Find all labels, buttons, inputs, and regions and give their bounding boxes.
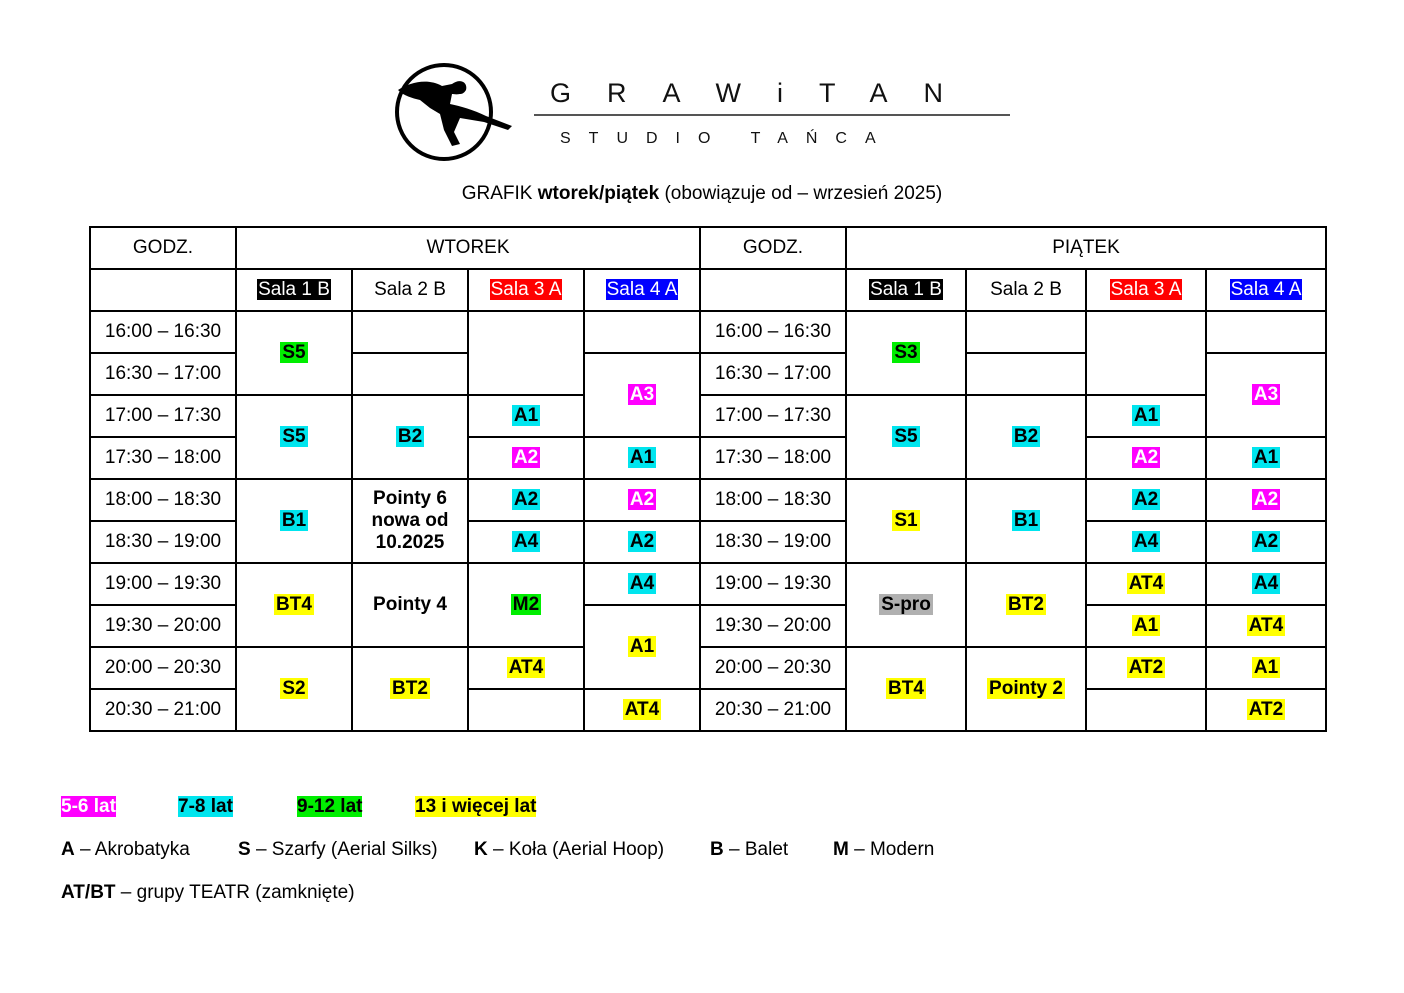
class-tag: S3	[894, 342, 918, 363]
class-line: Pointy 6	[373, 488, 447, 509]
class-tag: BT4	[888, 678, 924, 699]
class-cell	[1086, 395, 1206, 437]
age-label: 5-6 lat	[61, 796, 116, 817]
class-tag: Pointy 2	[989, 678, 1063, 699]
class-cell	[468, 437, 584, 479]
class-cell	[584, 689, 700, 731]
class-tag: S2	[282, 678, 306, 699]
class-cell	[584, 479, 700, 521]
type-key: M	[833, 839, 849, 860]
class-tag: A1	[1133, 615, 1159, 636]
class-tag: A2	[1253, 531, 1279, 552]
time-cell: 18:30 – 19:00	[90, 521, 236, 563]
time-cell: 20:30 – 21:00	[90, 689, 236, 731]
class-cell	[1206, 689, 1326, 731]
class-tag: B2	[1013, 426, 1039, 447]
type-key: B	[710, 839, 724, 860]
room-label: Sala 3 A	[490, 279, 562, 300]
empty-cell	[584, 311, 700, 353]
class-tag: AT4	[624, 699, 660, 720]
type-desc: – Modern	[848, 839, 935, 860]
time-cell: 18:00 – 18:30	[700, 479, 846, 521]
room-label: Sala 3 A	[1110, 279, 1182, 300]
class-tag: A4	[1253, 573, 1279, 594]
age-label: 9-12 lat	[297, 796, 363, 817]
class-cell	[1206, 479, 1326, 521]
class-cell	[468, 395, 584, 437]
empty-cell	[468, 689, 584, 731]
table-header-rooms	[90, 269, 1326, 311]
class-tag: M2	[512, 594, 540, 615]
class-tag: Pointy 4	[373, 594, 447, 615]
type-legend-item	[61, 839, 190, 861]
class-cell	[352, 563, 468, 647]
class-cell	[1086, 647, 1206, 689]
class-cell	[236, 563, 352, 647]
table-row	[90, 395, 1326, 437]
class-tag: B1	[1013, 510, 1039, 531]
class-tag: AT4	[1128, 573, 1164, 594]
class-cell	[1086, 563, 1206, 605]
type-desc: – grupy TEATR (zamknięte)	[115, 882, 355, 903]
logo-divider	[534, 114, 1010, 116]
empty-cell	[468, 311, 584, 395]
class-tag: A3	[1253, 384, 1279, 405]
class-cell	[1206, 647, 1326, 689]
title-prefix: GRAFIK	[461, 183, 533, 204]
title-suffix: (obowiązuje od – wrzesień 2025)	[664, 183, 943, 204]
room-label: Sala 1 B	[258, 279, 330, 300]
class-tag: A2	[1253, 489, 1279, 510]
table-header-days	[90, 227, 1326, 269]
type-desc: – Akrobatyka	[74, 839, 190, 860]
time-cell: 19:00 – 19:30	[700, 563, 846, 605]
class-cell	[846, 395, 966, 479]
class-tag: B2	[397, 426, 423, 447]
age-label: 13 i więcej lat	[415, 796, 537, 817]
class-cell	[966, 647, 1086, 731]
class-tag: A1	[629, 636, 655, 657]
logo-subtitle: STUDIO TAŃCA	[560, 130, 894, 147]
room-header	[352, 269, 468, 311]
logo-name: GRAWiTAN	[550, 78, 979, 108]
type-key: S	[238, 839, 251, 860]
class-cell	[1086, 437, 1206, 479]
class-cell	[236, 395, 352, 479]
class-cell	[1206, 521, 1326, 563]
class-cell	[584, 521, 700, 563]
type-legend-item	[833, 839, 934, 861]
time-cell: 19:30 – 20:00	[700, 605, 846, 647]
type-desc: – Balet	[723, 839, 789, 860]
class-cell	[352, 479, 468, 563]
class-tag: AT2	[1248, 699, 1284, 720]
class-cell	[846, 563, 966, 647]
class-cell	[584, 605, 700, 689]
time-cell: 17:00 – 17:30	[90, 395, 236, 437]
class-tag: A4	[1133, 531, 1159, 552]
class-cell	[468, 647, 584, 689]
class-tag: AT4	[1248, 615, 1284, 636]
empty-cell	[966, 311, 1086, 353]
class-tag: A2	[513, 447, 539, 468]
class-tag: A4	[629, 573, 655, 594]
time-cell: 16:30 – 17:00	[700, 353, 846, 395]
class-tag: BT2	[1008, 594, 1044, 615]
class-cell	[846, 647, 966, 731]
class-tag: A2	[1133, 489, 1159, 510]
time-cell: 19:30 – 20:00	[90, 605, 236, 647]
class-cell	[236, 647, 352, 731]
type-legend-item	[710, 839, 788, 861]
empty-cell	[1206, 311, 1326, 353]
class-tag: A2	[1133, 447, 1159, 468]
age-legend-item	[178, 796, 233, 818]
class-cell	[966, 563, 1086, 647]
class-cell	[468, 563, 584, 647]
class-tag: A1	[1253, 657, 1279, 678]
class-cell	[1086, 521, 1206, 563]
table-row	[90, 647, 1326, 689]
class-cell	[236, 311, 352, 395]
table-row	[90, 479, 1326, 521]
class-tag: A2	[629, 531, 655, 552]
class-tag: S5	[282, 426, 306, 447]
page-title	[0, 183, 1404, 205]
class-tag: BT4	[276, 594, 312, 615]
room-label: Sala 4 A	[606, 279, 678, 300]
room-label: Sala 4 A	[1230, 279, 1302, 300]
class-cell	[468, 479, 584, 521]
class-cell	[1206, 437, 1326, 479]
class-cell	[584, 437, 700, 479]
time-cell: 16:00 – 16:30	[700, 311, 846, 353]
age-legend-item	[61, 796, 116, 818]
title-days: wtorek/piątek	[537, 183, 660, 204]
table-row	[90, 563, 1326, 605]
class-tag: S5	[894, 426, 918, 447]
type-legend-item	[238, 839, 438, 861]
class-tag: A2	[513, 489, 539, 510]
class-line: nowa od	[371, 510, 449, 531]
time-cell: 20:30 – 21:00	[700, 689, 846, 731]
class-tag: AT4	[508, 657, 544, 678]
class-tag: A2	[629, 489, 655, 510]
theatre-legend-item	[61, 882, 355, 904]
empty-cell	[966, 353, 1086, 395]
class-cell	[966, 479, 1086, 563]
type-desc: – Szarfy (Aerial Silks)	[250, 839, 438, 860]
time-cell: 17:30 – 18:00	[90, 437, 236, 479]
time-cell: 17:30 – 18:00	[700, 437, 846, 479]
class-cell	[966, 395, 1086, 479]
class-tag: B1	[281, 510, 307, 531]
room-label: Sala 1 B	[870, 279, 942, 300]
room-header	[1206, 269, 1326, 311]
time-cell: 17:00 – 17:30	[700, 395, 846, 437]
class-cell	[1086, 479, 1206, 521]
empty-cell	[352, 311, 468, 353]
class-cell	[1206, 605, 1326, 647]
time-cell: 18:00 – 18:30	[90, 479, 236, 521]
class-cell	[1206, 563, 1326, 605]
schedule-table	[89, 226, 1327, 732]
class-cell	[236, 479, 352, 563]
class-tag: A1	[1133, 405, 1159, 426]
day-header-friday: PIĄTEK	[846, 227, 1326, 269]
empty-cell	[700, 269, 846, 311]
room-header	[1086, 269, 1206, 311]
room-header	[236, 269, 352, 311]
class-tag: S5	[282, 342, 306, 363]
age-legend-item	[297, 796, 362, 818]
age-legend-item	[415, 796, 536, 818]
time-cell: 16:30 – 17:00	[90, 353, 236, 395]
class-tag: A4	[513, 531, 539, 552]
aerial-dancer-logo-icon	[390, 60, 516, 164]
class-tag: BT2	[392, 678, 428, 699]
class-cell	[584, 353, 700, 437]
room-header	[846, 269, 966, 311]
empty-cell	[1086, 689, 1206, 731]
room-header	[584, 269, 700, 311]
class-cell	[1086, 605, 1206, 647]
day-header-tuesday: WTOREK	[236, 227, 700, 269]
empty-cell	[352, 353, 468, 395]
type-desc: – Koła (Aerial Hoop)	[487, 839, 665, 860]
godz-header: GODZ.	[90, 227, 236, 269]
class-cell	[468, 521, 584, 563]
room-label: Sala 2 B	[374, 279, 446, 300]
class-cell	[846, 311, 966, 395]
class-line: 10.2025	[375, 532, 445, 553]
class-cell	[352, 647, 468, 731]
class-tag: S-pro	[881, 594, 931, 615]
class-tag: A3	[629, 384, 655, 405]
type-key: K	[474, 839, 488, 860]
room-header	[468, 269, 584, 311]
class-cell	[584, 563, 700, 605]
type-key: A	[61, 839, 75, 860]
class-tag: A1	[1253, 447, 1279, 468]
godz-header: GODZ.	[700, 227, 846, 269]
class-cell	[846, 479, 966, 563]
time-cell: 20:00 – 20:30	[700, 647, 846, 689]
class-cell	[352, 395, 468, 479]
age-label: 7-8 lat	[178, 796, 233, 817]
class-tag: AT2	[1128, 657, 1164, 678]
studio-logo	[390, 60, 1030, 170]
time-cell: 16:00 – 16:30	[90, 311, 236, 353]
type-key: AT/BT	[61, 882, 116, 903]
room-header	[966, 269, 1086, 311]
table-row	[90, 311, 1326, 353]
time-cell: 20:00 – 20:30	[90, 647, 236, 689]
empty-cell	[90, 269, 236, 311]
class-tag: A1	[629, 447, 655, 468]
room-label: Sala 2 B	[990, 279, 1062, 300]
class-tag: A1	[513, 405, 539, 426]
class-cell	[1206, 353, 1326, 437]
empty-cell	[1086, 311, 1206, 395]
class-tag: S1	[894, 510, 918, 531]
type-legend-item	[474, 839, 664, 861]
time-cell: 19:00 – 19:30	[90, 563, 236, 605]
time-cell: 18:30 – 19:00	[700, 521, 846, 563]
